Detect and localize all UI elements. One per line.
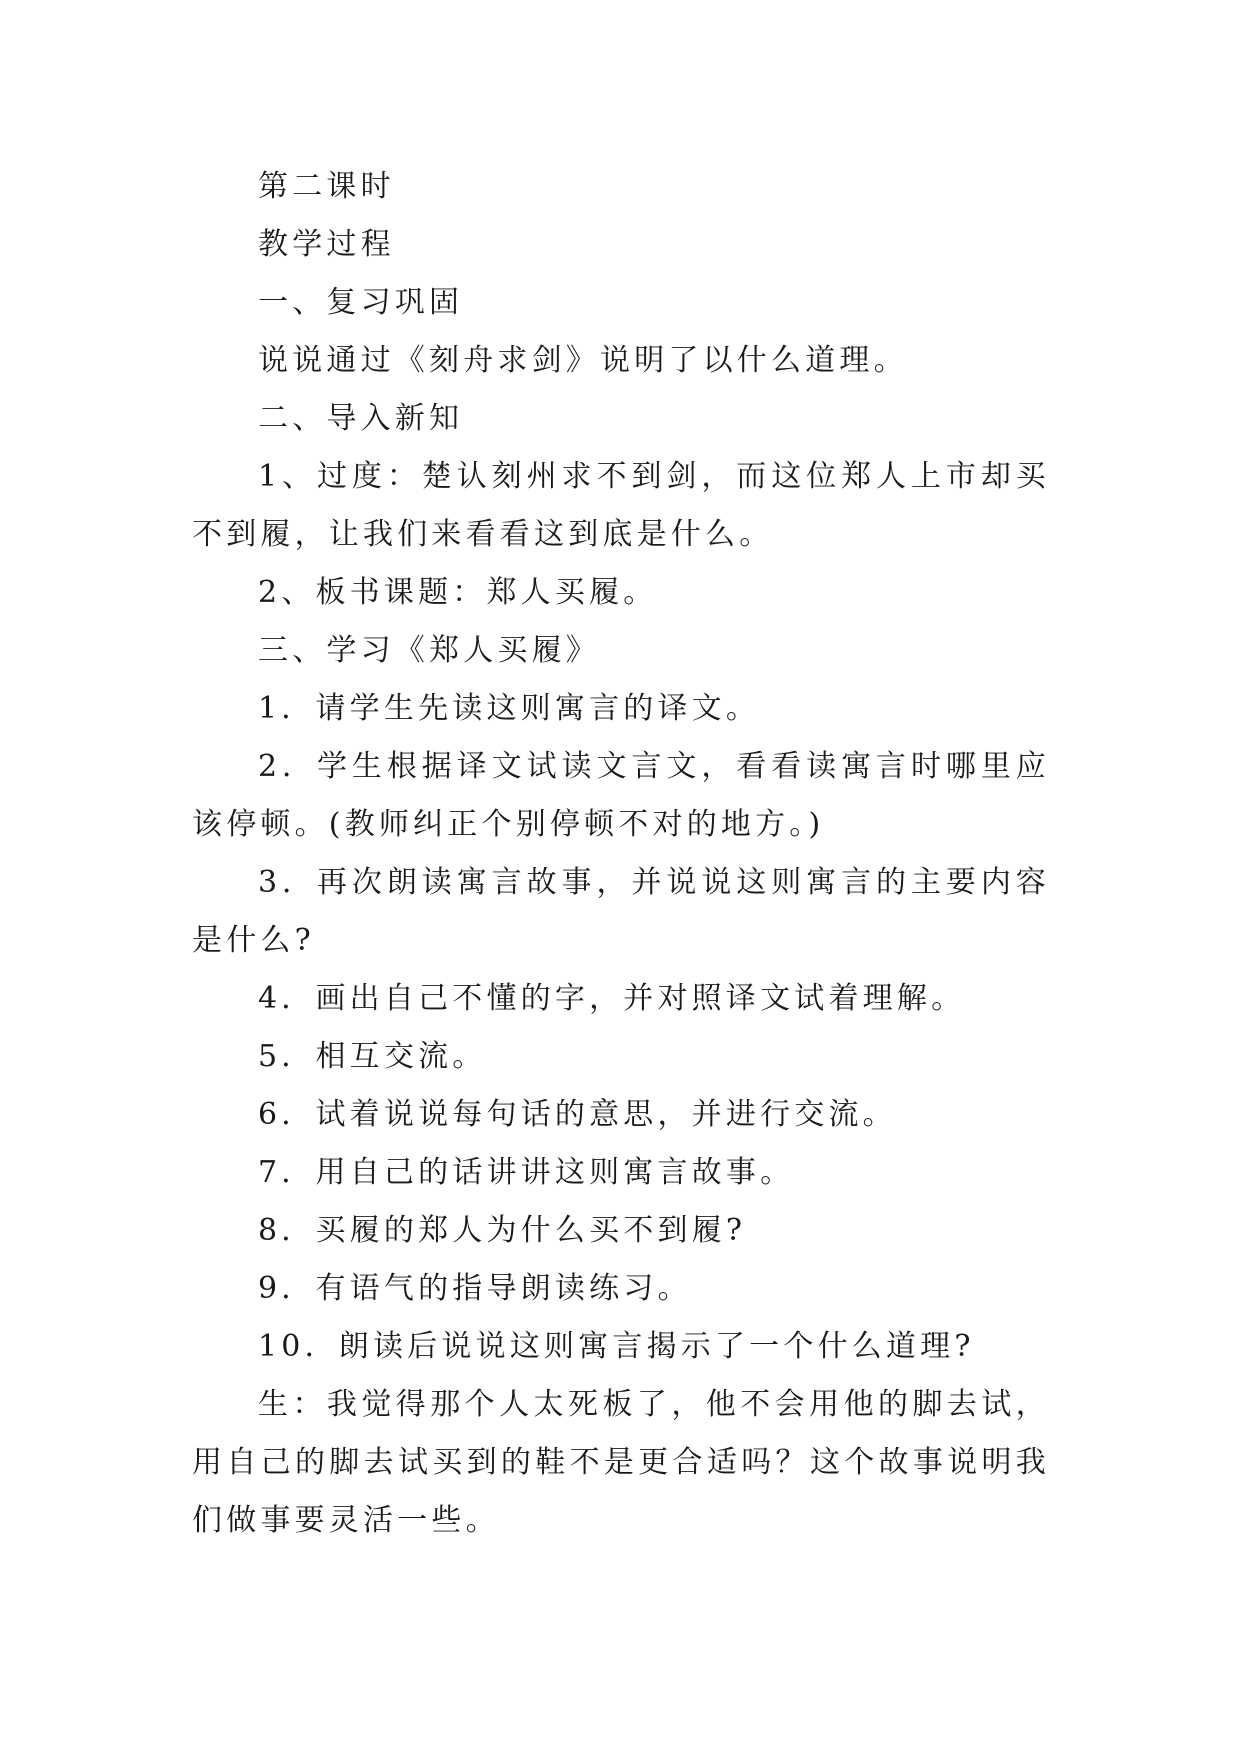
paragraph: 2、板书课题：郑人买履。 (258, 575, 658, 610)
list-item: 1．请学生先读这则寓言的译文。 (258, 691, 761, 726)
section-heading-teaching-process: 教学过程 (258, 227, 395, 262)
list-item: 10．朗读后说说这则寓言揭示了一个什么道理? (258, 1329, 975, 1364)
paragraph: 1、过度：楚认刻州求不到剑，而这位郑人上市却买不到履，让我们来看看这到底是什么。 (192, 459, 1050, 552)
paragraph: 说说通过《刻舟求剑》说明了以什么道理。 (258, 343, 908, 378)
list-item: 8．买履的郑人为什么买不到履? (258, 1213, 747, 1248)
student-response: 生：我觉得那个人太死板了，他不会用他的脚去试，用自己的脚去试买到的鞋不是更合适吗？这个故事说明我们做事要灵活一些。 (192, 1387, 1050, 1538)
list-item: 7．用自己的话讲讲这则寓言故事。 (258, 1155, 795, 1190)
list-item: 4．画出自己不懂的字，并对照译文试着理解。 (258, 981, 966, 1016)
list-item: 6．试着说说每句话的意思，并进行交流。 (258, 1097, 897, 1132)
section-heading-study: 三、学习《郑人买履》 (258, 633, 600, 668)
list-item: 5．相互交流。 (258, 1039, 487, 1074)
section-heading-review: 一、复习巩固 (258, 285, 464, 320)
section-heading-introduction: 二、导入新知 (258, 401, 464, 436)
lesson-heading: 第二课时 (258, 169, 395, 204)
list-item: 2．学生根据译文试读文言文，看看读寓言时哪里应该停顿。(教师纠正个别停顿不对的地方。) (192, 749, 1050, 842)
list-item: 9．有语气的指导朗读练习。 (258, 1271, 692, 1306)
list-item: 3．再次朗读寓言故事，并说说这则寓言的主要内容是什么? (192, 865, 1050, 958)
document-body (192, 158, 1050, 1550)
